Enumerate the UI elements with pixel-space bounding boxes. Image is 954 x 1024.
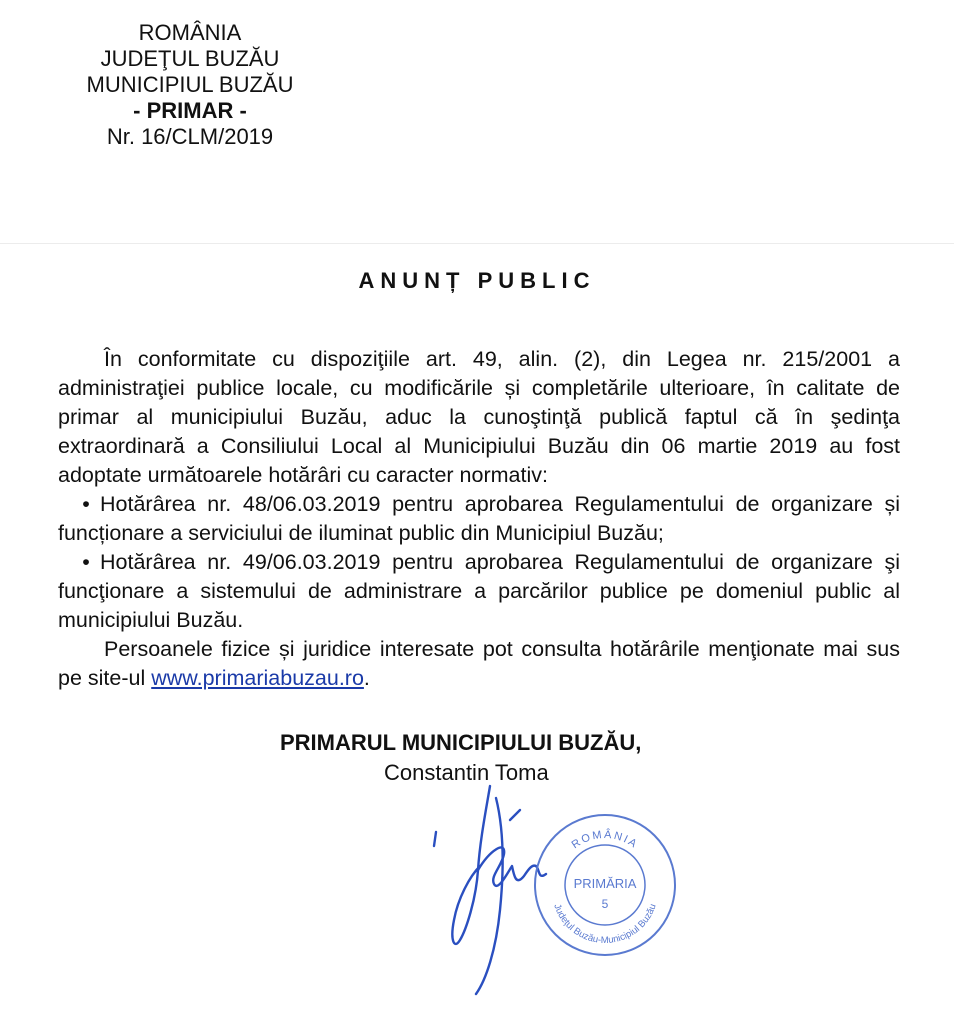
closing-period: . (363, 666, 370, 690)
stamp-top-text: ROMÂNIA (569, 828, 641, 852)
decision-text: Hotărârea nr. 48/06.03.2019 pentru aprobarea Regulamentului de organizare și funcționare a serviciului de iluminat public din Municipiul Buzău; (58, 492, 900, 545)
stamp-number: 5 (601, 897, 609, 911)
page-fold-line (0, 243, 954, 244)
signature-block (280, 730, 700, 786)
header-municipality: MUNICIPIUL BUZĂU (86, 72, 294, 97)
official-stamp-icon (530, 810, 680, 960)
signatory-title: PRIMARUL MUNICIPIULUI BUZĂU, (280, 730, 642, 755)
closing-paragraph (58, 635, 900, 693)
header-county: JUDEŢUL BUZĂU (100, 46, 280, 71)
document-title: ANUNȚ PUBLIC (358, 268, 596, 293)
bullet-icon: • (82, 550, 90, 574)
header-country: ROMÂNIA (138, 20, 242, 45)
stamp-ring-text: Județul Buzău-Municipiul Buzău (551, 902, 659, 947)
signatory-name: Constantin Toma (384, 760, 549, 785)
intro-paragraph: În conformitate cu dispoziţiile art. 49, alin. (2), din Legea nr. 215/2001 a administraţiei publice locale, cu modificările și completările ulterioare, în calitate de primar al municipiului Buzău, aduc la cunoştinţă publică faptul că în şedinţa extraordinară a Consiliului Local al Municipiului Buzău din 06 martie 2019 au fost adoptate următoarele hotărâri cu caracter normativ: (58, 347, 900, 487)
decision-list-item (58, 548, 900, 635)
decision-list-item (58, 490, 900, 548)
closing-text: Persoanele fizice și juridice interesate pot consulta hotărârile menţionate mai sus pe site-ul (58, 637, 900, 690)
notice-body (58, 345, 900, 693)
bullet-icon: • (82, 492, 90, 516)
header-reference-number: Nr. 16/CLM/2019 (106, 124, 274, 149)
issuer-header (60, 20, 320, 150)
header-office: - PRIMAR - (133, 98, 247, 123)
decision-text: Hotărârea nr. 49/06.03.2019 pentru aprobarea Regulamentului de organizare şi funcţionare a sistemului de administrare a parcărilor publice pe domeniul public al municipiului Buzău. (58, 550, 900, 632)
website-link[interactable]: www.primariabuzau.ro (151, 666, 364, 690)
stamp-center-text: PRIMĂRIA (573, 876, 637, 891)
